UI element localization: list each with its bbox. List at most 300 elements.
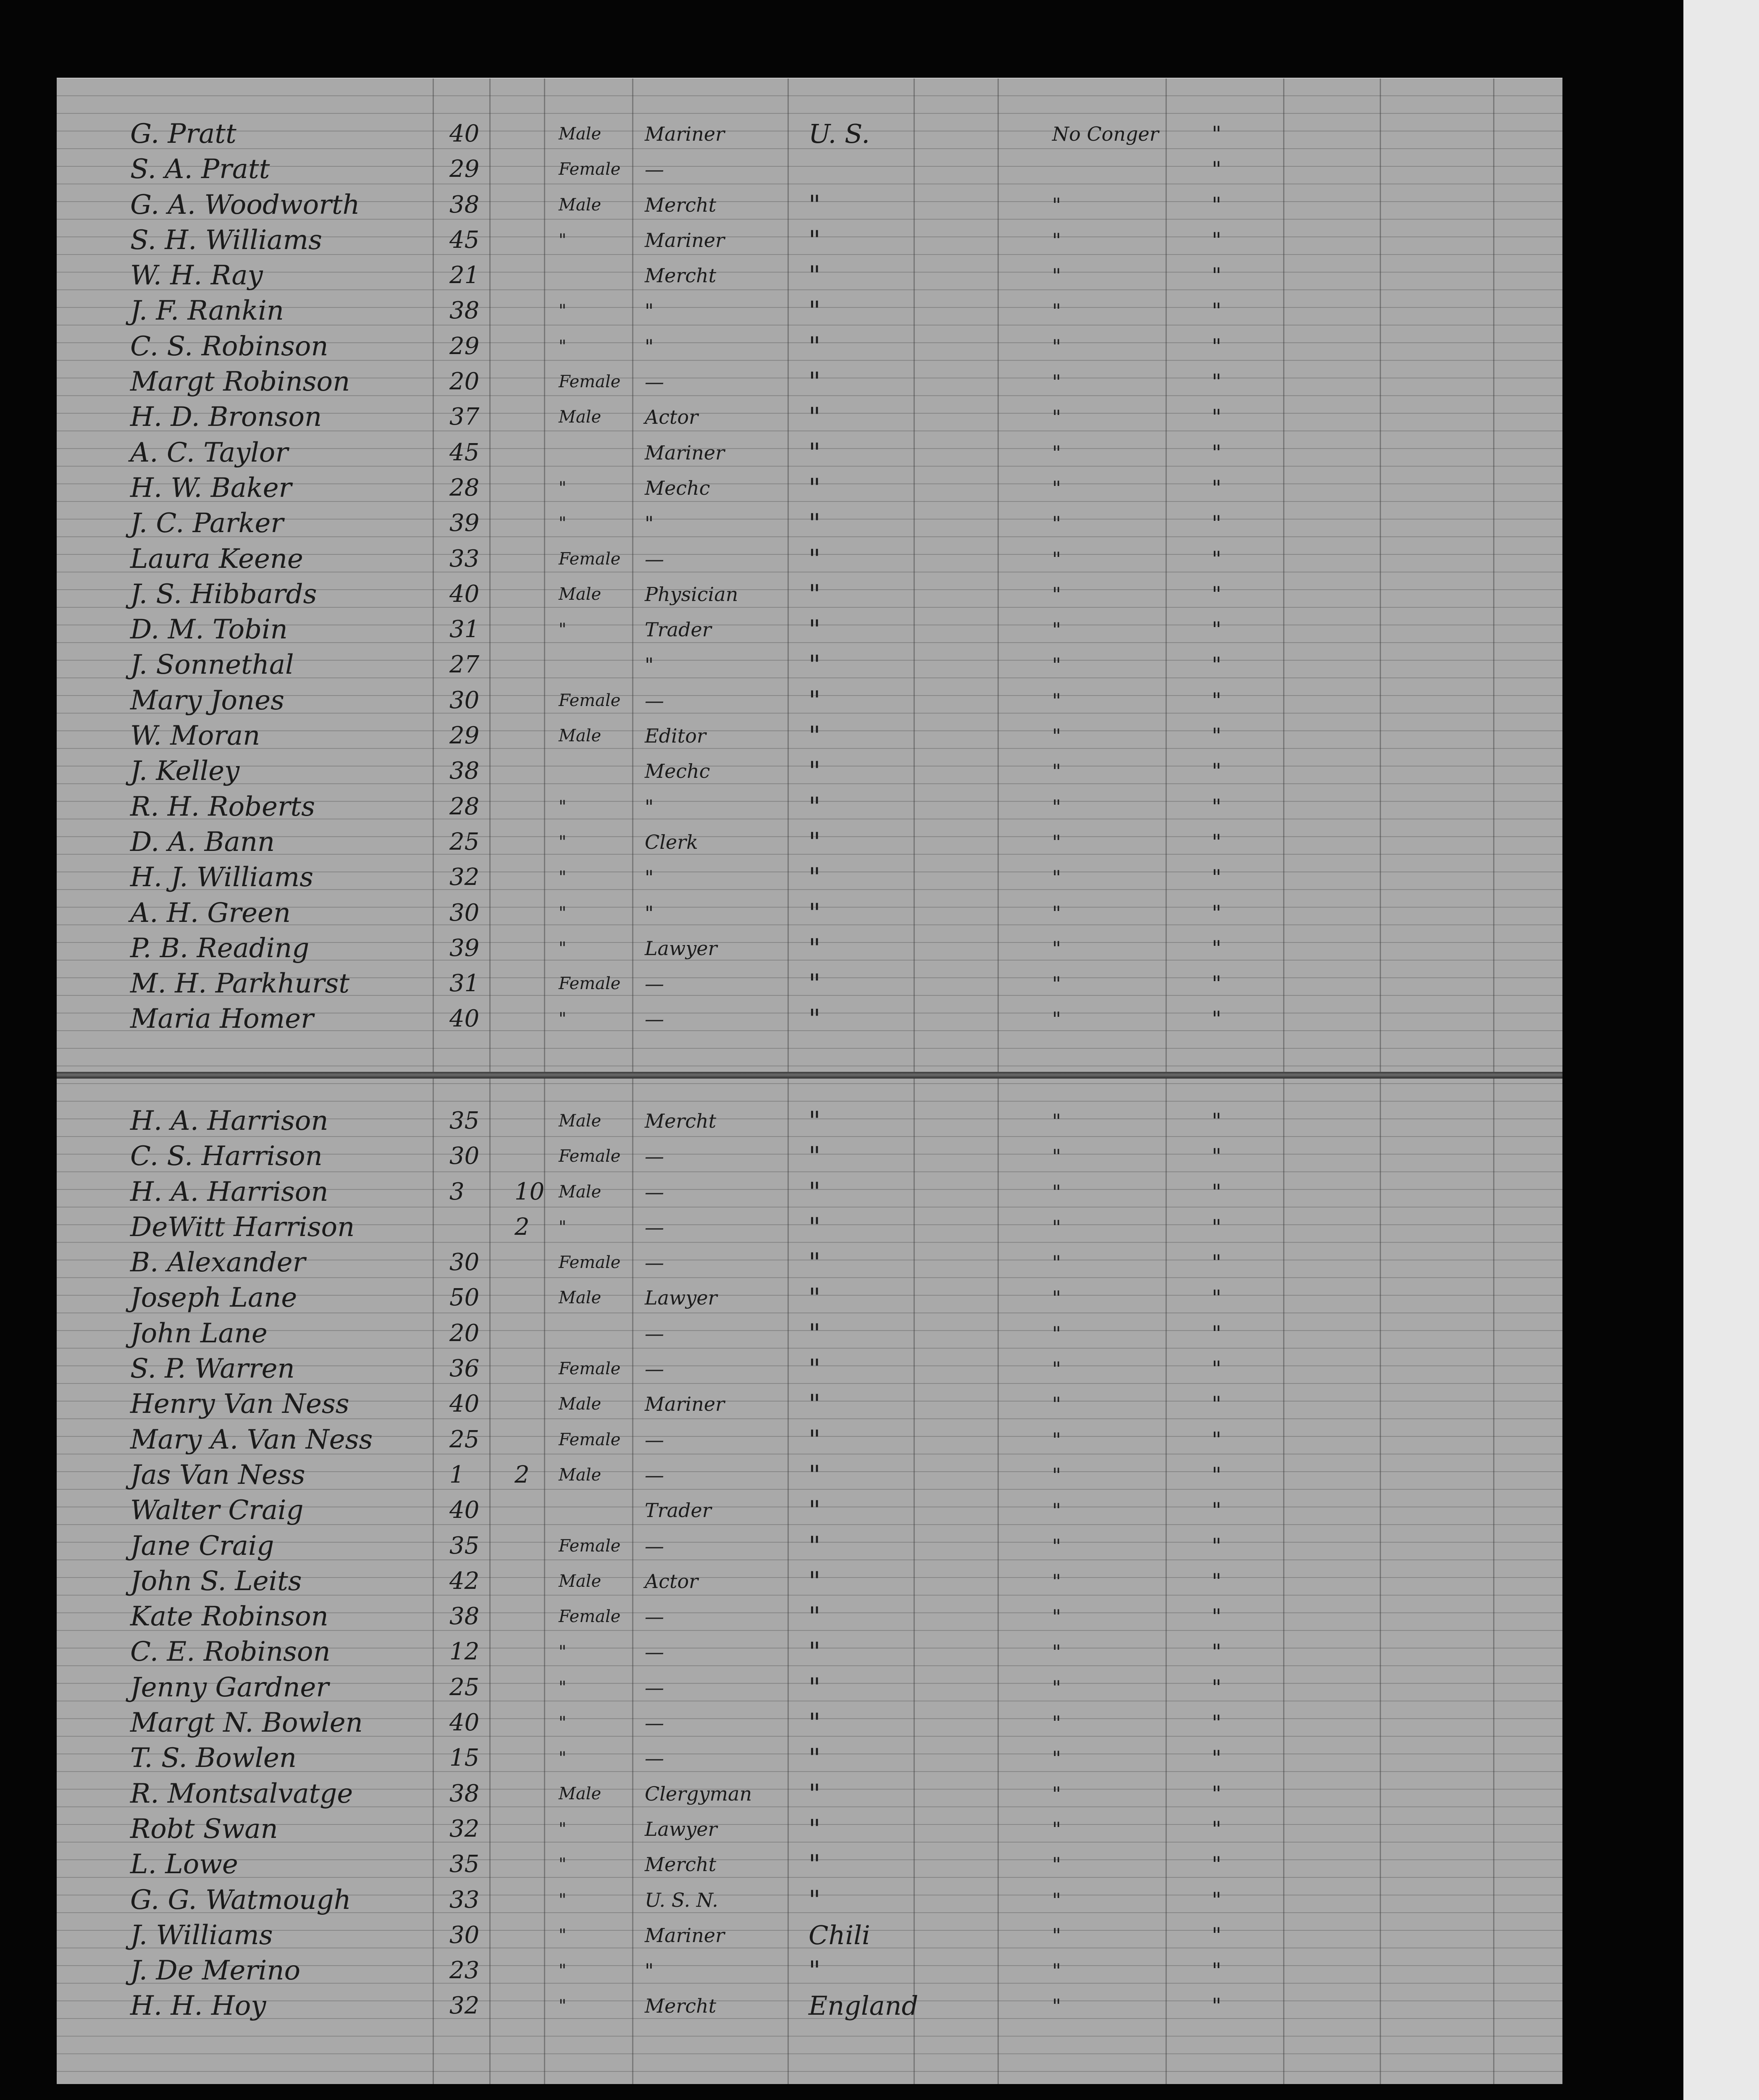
passenger-occupation: Lawyer [645, 1817, 717, 1840]
passenger-name: J. F. Rankin [130, 295, 284, 327]
passenger-age: 20 [449, 368, 480, 396]
passenger-row [57, 1174, 1562, 1210]
passenger-name: Margt N. Bowlen [130, 1707, 363, 1739]
passenger-country: " [809, 720, 821, 751]
passenger-mark: " [1212, 1569, 1221, 1593]
passenger-sex: Female [559, 549, 621, 569]
passenger-mark: " [1212, 1286, 1221, 1310]
passenger-age: 30 [449, 1249, 480, 1276]
passenger-age: 3 [449, 1178, 465, 1205]
passenger-name: R. Montsalvatge [130, 1778, 353, 1809]
passenger-country: " [809, 260, 821, 291]
passenger-occupation: Clerk [645, 830, 698, 853]
passenger-mark: " [1212, 192, 1221, 217]
passenger-country: " [809, 614, 821, 645]
passenger-mark: " [1212, 724, 1221, 748]
passenger-name: C. S. Harrison [130, 1141, 323, 1172]
passenger-name: Maria Homer [130, 1003, 314, 1035]
passenger-occupation: Mercht [645, 264, 717, 287]
passenger-country: Chili [809, 1919, 870, 1950]
passenger-destination: " [1052, 1817, 1061, 1840]
passenger-country: " [809, 791, 821, 822]
passenger-occupation: " [645, 335, 654, 358]
passenger-sex: Male [559, 195, 601, 215]
passenger-age: 40 [449, 1390, 480, 1418]
passenger-row [57, 577, 1562, 612]
passenger-age: 29 [449, 332, 480, 360]
passenger-destination: " [1052, 1676, 1061, 1699]
passenger-row [57, 1670, 1562, 1705]
passenger-age: 12 [449, 1638, 480, 1666]
passenger-country: " [809, 1672, 821, 1703]
passenger-age: 33 [449, 1886, 480, 1914]
passenger-country: " [809, 366, 821, 397]
passenger-row [57, 1528, 1562, 1564]
passenger-sex: Female [559, 1607, 621, 1627]
passenger-mark: " [1212, 1392, 1221, 1417]
passenger-country: " [809, 295, 821, 326]
passenger-name: L. Lowe [130, 1849, 238, 1880]
passenger-mark: " [1212, 546, 1221, 571]
passenger-occupation: — [645, 1676, 664, 1699]
passenger-name: J. C. Parker [130, 508, 284, 539]
passenger-age: 39 [449, 509, 480, 537]
passenger-occupation: Mechc [645, 476, 710, 499]
passenger-age: 32 [449, 1992, 480, 2020]
passenger-name: H. W. Baker [130, 472, 292, 504]
passenger-destination: " [1052, 830, 1061, 853]
passenger-mark: " [1212, 405, 1221, 430]
passenger-occupation: " [645, 901, 654, 924]
passenger-sex: Female [559, 974, 621, 994]
passenger-country: " [809, 1530, 821, 1561]
passenger-destination: " [1052, 724, 1061, 748]
passenger-country: " [809, 1424, 821, 1455]
passenger-mark: " [1212, 475, 1221, 500]
passenger-country: " [809, 1955, 821, 1986]
passenger-occupation: Clergyman [645, 1782, 752, 1805]
passenger-country: England [809, 1990, 919, 2021]
passenger-name: H. H. Hoy [130, 1990, 266, 2022]
passenger-age: 25 [449, 828, 480, 856]
passenger-name: T. S. Bowlen [130, 1743, 297, 1774]
passenger-name: Margt Robinson [130, 366, 350, 398]
passenger-occupation: — [645, 1747, 664, 1770]
passenger-mark: " [1212, 370, 1221, 394]
passenger-destination: " [1052, 547, 1061, 570]
passenger-destination: " [1052, 1747, 1061, 1770]
passenger-destination: " [1052, 1782, 1061, 1805]
passenger-sex: " [559, 478, 567, 498]
passenger-row [57, 1634, 1562, 1670]
passenger-destination: " [1052, 937, 1061, 960]
passenger-country: " [809, 1707, 821, 1738]
passenger-destination: " [1052, 1641, 1061, 1664]
passenger-destination: " [1052, 1251, 1061, 1274]
passenger-country: " [809, 932, 821, 963]
passenger-name: W. H. Ray [130, 260, 263, 291]
passenger-country: " [809, 402, 821, 433]
passenger-sex: Female [559, 1430, 621, 1449]
passenger-country: " [809, 1601, 821, 1632]
passenger-age: 37 [449, 403, 480, 431]
passenger-occupation: Mariner [645, 441, 725, 464]
passenger-country: U. S. [809, 118, 870, 149]
passenger-country: " [809, 1389, 821, 1420]
passenger-sex: Male [559, 1111, 601, 1131]
passenger-name: Kate Robinson [130, 1601, 328, 1633]
passenger-mark: " [1212, 1533, 1221, 1558]
passenger-age: 38 [449, 757, 480, 785]
passenger-row [57, 718, 1562, 753]
passenger-country: " [809, 1743, 821, 1774]
passenger-sex: " [559, 797, 567, 816]
passenger-name: J. Sonnethal [130, 649, 294, 681]
passenger-sex: " [559, 1217, 567, 1237]
passenger-sex: Male [559, 1182, 601, 1202]
passenger-occupation: " [645, 299, 654, 323]
passenger-age: 38 [449, 297, 480, 325]
passenger-name: D. A. Bann [130, 826, 275, 858]
passenger-destination: " [1052, 1215, 1061, 1239]
passenger-name: H. D. Bronson [130, 402, 322, 433]
passenger-mark: " [1212, 1144, 1221, 1169]
passenger-age: 21 [449, 262, 480, 289]
passenger-name: Jenny Gardner [130, 1672, 329, 1703]
passenger-destination: " [1052, 1570, 1061, 1593]
passenger-occupation: Mechc [645, 760, 710, 783]
passenger-mark: " [1212, 759, 1221, 784]
passenger-sex: Male [559, 1571, 601, 1591]
passenger-country: " [809, 897, 821, 928]
passenger-mark: " [1212, 900, 1221, 925]
passenger-country: " [809, 649, 821, 680]
passenger-occupation: — [645, 1712, 664, 1735]
passenger-row [57, 1422, 1562, 1457]
passenger-destination: " [1052, 1110, 1061, 1132]
passenger-destination: " [1052, 1924, 1061, 1947]
passenger-country: " [809, 508, 821, 539]
passenger-destination: " [1052, 618, 1061, 641]
passenger-row [57, 647, 1562, 682]
passenger-mark: " [1212, 1498, 1221, 1523]
passenger-row [57, 116, 1562, 152]
passenger-age: 36 [449, 1355, 480, 1383]
passenger-mark: " [1212, 1007, 1221, 1032]
passenger-destination: " [1052, 1145, 1061, 1168]
passenger-row [57, 1882, 1562, 1918]
passenger-mark: " [1212, 511, 1221, 536]
passenger-occupation: — [645, 1008, 664, 1031]
passenger-row [57, 364, 1562, 399]
passenger-age: 23 [449, 1957, 480, 1984]
passenger-mark: " [1212, 1427, 1221, 1452]
passenger-country: " [809, 1211, 821, 1242]
passenger-destination: " [1052, 512, 1061, 535]
passenger-sex: Female [559, 160, 621, 179]
passenger-mark: " [1212, 1852, 1221, 1877]
passenger-age: 35 [449, 1851, 480, 1878]
passenger-occupation: — [645, 972, 664, 995]
passenger-country: " [809, 1565, 821, 1596]
passenger-row [57, 1988, 1562, 2024]
passenger-sex: " [559, 868, 567, 887]
passenger-name: C. E. Robinson [130, 1636, 331, 1668]
passenger-destination: " [1052, 1995, 1061, 2018]
passenger-country: " [809, 189, 821, 220]
passenger-destination: " [1052, 1428, 1061, 1451]
passenger-name: John S. Leits [130, 1565, 302, 1597]
passenger-mark: " [1212, 1746, 1221, 1771]
passenger-country: " [809, 1247, 821, 1278]
passenger-name: S. A. Pratt [130, 154, 270, 185]
passenger-name: P. B. Reading [130, 932, 310, 964]
passenger-age: 40 [449, 580, 480, 608]
passenger-mark: " [1212, 1711, 1221, 1735]
passenger-row [57, 1386, 1562, 1422]
passenger-sex: " [559, 1677, 567, 1697]
passenger-occupation: Mariner [645, 1924, 725, 1947]
passenger-age: 25 [449, 1673, 480, 1701]
passenger-sex: " [559, 1961, 567, 1981]
page-fold [57, 1072, 1562, 1079]
passenger-row [57, 1210, 1562, 1245]
passenger-name: H. J. Williams [130, 862, 314, 893]
passenger-sex: " [559, 1642, 567, 1662]
passenger-age: 30 [449, 899, 480, 927]
passenger-occupation: — [645, 158, 664, 181]
passenger-mark: " [1212, 1923, 1221, 1948]
passenger-mark: " [1212, 1887, 1221, 1912]
passenger-name: M. H. Parkhurst [130, 968, 350, 1000]
passenger-row [57, 683, 1562, 718]
passenger-sex: Female [559, 690, 621, 710]
passenger-destination: " [1052, 1712, 1061, 1735]
passenger-sex: Female [559, 1359, 621, 1379]
passenger-name: J. Williams [130, 1919, 273, 1951]
passenger-sex: " [559, 832, 567, 852]
passenger-destination: " [1052, 228, 1061, 252]
passenger-occupation: — [645, 1428, 664, 1451]
passenger-age: 38 [449, 1780, 480, 1807]
passenger-age: 33 [449, 545, 480, 572]
passenger-country: " [809, 756, 821, 787]
passenger-name: W. Moran [130, 720, 260, 752]
passenger-name: C. S. Robinson [130, 331, 328, 362]
passenger-row [57, 1953, 1562, 1988]
passenger-sex: " [559, 1996, 567, 2016]
passenger-sex: Male [559, 1465, 601, 1485]
passenger-name: Mary Jones [130, 685, 284, 716]
passenger-occupation: " [645, 795, 654, 818]
passenger-destination: " [1052, 193, 1061, 216]
passenger-sex: " [559, 1855, 567, 1874]
passenger-age: 40 [449, 1005, 480, 1033]
passenger-age: 32 [449, 1815, 480, 1843]
passenger-destination: " [1052, 972, 1061, 995]
passenger-age: 42 [449, 1567, 480, 1595]
passenger-occupation: — [645, 1641, 664, 1664]
passenger-destination: " [1052, 1393, 1061, 1416]
passenger-country: " [809, 1636, 821, 1667]
passenger-destination: " [1052, 654, 1061, 677]
passenger-age: 31 [449, 970, 480, 998]
passenger-sex: Male [559, 1288, 601, 1308]
passenger-name: H. A. Harrison [130, 1176, 328, 1208]
passenger-occupation: Mercht [645, 1110, 717, 1132]
passenger-country: " [809, 968, 821, 999]
passenger-destination: " [1052, 795, 1061, 818]
passenger-sex: " [559, 230, 567, 250]
passenger-mark: " [1212, 122, 1221, 146]
passenger-age: 28 [449, 793, 480, 820]
passenger-row [57, 258, 1562, 293]
passenger-destination: " [1052, 1605, 1061, 1628]
passenger-mark: " [1212, 1250, 1221, 1275]
passenger-country: " [809, 472, 821, 503]
passenger-age: 45 [449, 226, 480, 254]
passenger-name: A. C. Taylor [130, 437, 288, 468]
passenger-country: " [809, 1495, 821, 1526]
passenger-mark: " [1212, 1816, 1221, 1841]
passenger-occupation: Mariner [645, 228, 725, 252]
passenger-row [57, 1316, 1562, 1351]
passenger-name: B. Alexander [130, 1247, 306, 1278]
passenger-occupation: " [645, 654, 654, 677]
passenger-mark: " [1212, 582, 1221, 606]
passenger-mark: " [1212, 440, 1221, 465]
passenger-age: 25 [449, 1425, 480, 1453]
passenger-occupation: U. S. N. [645, 1888, 718, 1911]
passenger-mark: " [1212, 1675, 1221, 1700]
passenger-mark: " [1212, 1640, 1221, 1664]
passenger-row [57, 1705, 1562, 1740]
passenger-mark: " [1212, 617, 1221, 642]
passenger-destination: " [1052, 1499, 1061, 1522]
passenger-sex: Male [559, 1394, 601, 1414]
passenger-occupation: Trader [645, 618, 711, 641]
passenger-occupation: Actor [645, 406, 698, 429]
passenger-destination: " [1052, 689, 1061, 712]
passenger-name: Mary A. Van Ness [130, 1424, 373, 1455]
passenger-row [57, 1918, 1562, 1953]
passenger-age: 38 [449, 1603, 480, 1630]
passenger-row [57, 824, 1562, 860]
passenger-country: " [809, 543, 821, 574]
passenger-mark: " [1212, 263, 1221, 288]
passenger-country: " [809, 331, 821, 362]
passenger-destination: No Conger [1052, 123, 1159, 145]
passenger-country: " [809, 1282, 821, 1313]
passenger-months: 2 [515, 1461, 530, 1488]
passenger-occupation: " [645, 512, 654, 535]
passenger-occupation: " [645, 866, 654, 889]
passenger-name: A. H. Green [130, 897, 291, 929]
passenger-country: " [809, 1176, 821, 1207]
passenger-mark: " [1212, 1462, 1221, 1487]
passenger-sex: Female [559, 1253, 621, 1273]
passenger-destination: " [1052, 370, 1061, 394]
passenger-age: 45 [449, 438, 480, 466]
passenger-sex: Female [559, 372, 621, 392]
passenger-row [57, 931, 1562, 966]
passenger-sex: " [559, 336, 567, 356]
passenger-row [57, 541, 1562, 577]
passenger-occupation: Mariner [645, 123, 725, 145]
passenger-row [57, 1001, 1562, 1037]
passenger-occupation: — [645, 370, 664, 394]
passenger-sex: " [559, 1748, 567, 1768]
passenger-sex: Male [559, 407, 601, 427]
passenger-country: " [809, 685, 821, 716]
passenger-destination: " [1052, 1322, 1061, 1345]
passenger-country: " [809, 224, 821, 255]
passenger-mark: " [1212, 1109, 1221, 1133]
passenger-row [57, 1493, 1562, 1528]
passenger-occupation: Lawyer [645, 1286, 717, 1310]
passenger-occupation: Mercht [645, 1995, 717, 2018]
passenger-row [57, 1103, 1562, 1139]
passenger-mark: " [1212, 1781, 1221, 1806]
passenger-row [57, 1599, 1562, 1634]
passenger-mark: " [1212, 1215, 1221, 1239]
passenger-destination: " [1052, 1534, 1061, 1557]
passenger-destination: " [1052, 406, 1061, 429]
passenger-country: " [809, 1318, 821, 1349]
passenger-mark: " [1212, 1958, 1221, 1983]
passenger-destination: " [1052, 299, 1061, 323]
passenger-occupation: — [645, 1251, 664, 1274]
passenger-mark: " [1212, 653, 1221, 677]
passenger-destination: " [1052, 476, 1061, 499]
passenger-mark: " [1212, 228, 1221, 252]
passenger-sex: " [559, 301, 567, 321]
passenger-occupation: — [645, 1322, 664, 1345]
passenger-sex: Male [559, 1784, 601, 1803]
passenger-name: J. De Merino [130, 1955, 301, 1987]
passenger-destination: " [1052, 760, 1061, 783]
passenger-list-bottom [57, 1103, 1562, 2024]
passenger-sex: " [559, 903, 567, 923]
passenger-country: " [809, 826, 821, 857]
passenger-mark: " [1212, 157, 1221, 182]
passenger-occupation: — [645, 689, 664, 712]
passenger-country: " [809, 1884, 821, 1915]
passenger-mark: " [1212, 830, 1221, 854]
passenger-name: Jas Van Ness [130, 1459, 305, 1491]
passenger-occupation: — [645, 1534, 664, 1557]
passenger-row [57, 612, 1562, 647]
passenger-sex: " [559, 1009, 567, 1029]
passenger-name: G. G. Watmough [130, 1884, 351, 1916]
passenger-row [57, 470, 1562, 506]
passenger-sex: " [559, 1890, 567, 1910]
passenger-destination: " [1052, 1180, 1061, 1203]
passenger-mark: " [1212, 1604, 1221, 1629]
passenger-sex: " [559, 514, 567, 533]
passenger-country: " [809, 578, 821, 609]
passenger-destination: " [1052, 1853, 1061, 1876]
passenger-row [57, 1740, 1562, 1776]
passenger-row [57, 1564, 1562, 1599]
passenger-age: 35 [449, 1532, 480, 1559]
passenger-mark: " [1212, 1179, 1221, 1204]
passenger-row [57, 753, 1562, 789]
passenger-name: Laura Keene [130, 543, 303, 575]
passenger-name: R. H. Roberts [130, 791, 315, 822]
passenger-age: 30 [449, 1921, 480, 1949]
passenger-country: " [809, 1353, 821, 1384]
